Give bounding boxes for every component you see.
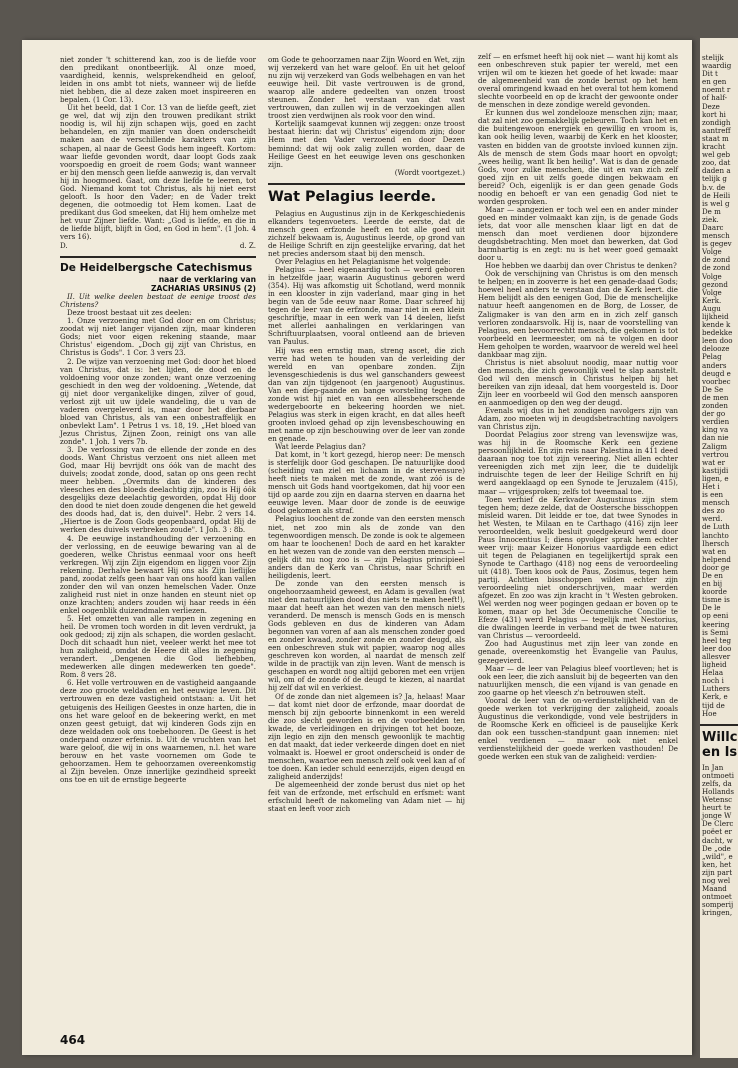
paragraph: Pelagius en Augustinus zijn in de Kerkgeschiedenis elkanders tegenvoeters. Leerde de eerste, dat de mensch geen erfzonde heeft en tot alle goed uit zichzelf bekwaam is, Augustinus leerde, op grond van de Heilige Schrift en zijn geestelijke ervaring, dat het net precies andersom staat bij den mensch. — [268, 208, 465, 258]
strip-line: wat er — [702, 457, 725, 467]
column-middle — [268, 56, 465, 813]
strip-line: Maand — [702, 884, 727, 894]
strip-line: De le — [702, 603, 721, 613]
strip-line: verdien — [702, 417, 730, 427]
paragraph: Dat komt, in 't kort gezegd, hierop neer: De mensch is sterfelijk door God geschapen. De natuurlijke dood (scheiding van ziel en lichaam in de stervensure) heeft niets te maken met de zonde, want zóó is de mensch uit Gods hand voortgekomen, dat hij voor een tijd op aarde zou zijn en daarna sterven en daarna het eeuwige leven. Maar door de zonde is de eeuwige dood gekomen als straf. — [268, 450, 465, 516]
strip-line: kastijdi — [702, 465, 729, 475]
strip-line: b.v. de — [702, 182, 726, 192]
strip-line: Kerk, e — [702, 692, 728, 702]
paragraph: Deze troost bestaat uit zes deelen: — [67, 308, 192, 318]
paragraph: Kortelijk saamgevat kunnen wij zeggen: onze troost bestaat hierin: dat wij Christus' eigendom zijn; door Hem met den Vader verzoend en door Dezen beminnd: dat wij ook zalig zullen worden, daar de Heilige Geest en het eeuwige leven ons geschonken zijn. — [268, 119, 465, 169]
paragraph: Doordat Pelagius zoor streng van levenswijze was, was hij in de Roomsche Kerk een geziene persoonlijkheid. En zijn reis naar Palestina in 411 deed daaraan nog toe tot zijn vereering. Niet allen echter vereenigden zich met zijn leer, die te duidelijk indruischte tegen de leer der Heilige Schrift en hij werd aangeklaagd op een Synode te Jeruzalem (415), maar — vrijgesproken; zelfs tot tweemaal toe. — [478, 430, 678, 496]
strip-line: wel geb — [702, 150, 731, 160]
strip-line: is wel g — [702, 198, 730, 208]
signature-line — [60, 242, 256, 250]
strip-line: dan nie — [702, 433, 729, 443]
strip-line: de zond — [702, 255, 731, 265]
strip-line: De Se — [702, 384, 724, 394]
strip-line: en bij — [702, 579, 723, 589]
strip-divider — [700, 724, 738, 726]
paragraph: 3. De verlossing van de ellende der zonde en des doods. Want Christus verzoent ons niet alleen met God, maar Hij bevrijdt ons óók van de macht des duivels; zoodat zonde, dood, satan op ons geen recht meer hebben. „Overmits dan de kinderen des vleesches en des bloeds deelachtig zijn, zoo is Hij óók desgelijks deze deelachtig geworden, opdat Hij door den dood te niet doen zoude dengenen die het geweld des doods had, dat is, den duivel". Hebr. 2 vers 14. „Hiertoe is de Zoon Gods geopenbaard, opdat Hij de werken des duivels verbreken zoude". 1 Joh. 3 : 8b. — [60, 445, 256, 535]
strip-line: en gen — [702, 77, 727, 87]
paragraph: Toen verhief de Kerkvader Augustinus zijn stem tegen hem; deze zelde, dat de Oostersche bisschoppen misleid waren. Dit leidde er toe, dat twee Synodes in het Westen, te Milaan en te Carthago (416) zijn leer veroordeelden, welk besluit goedgekeurd werd door Paus Innocentius I; diens opvolger sprak hem echter weer vrij: maar Keizer Honorius vaardigde een edict uit tegen de Pelagianen en tegelijkertijd sprak een Synode te Carthago (418) nog eens de veroordeeling uit (418). Toen koos ook de Paus, Zosimus, tegen hem partij. Achttien bisschoppen wilden echter zijn veroordeeling niet onderschrijven, maar werden afgezet. En zoo was zijn kracht in 't Westen gebroken. Wel werden nog weer pogingen gedaan er boven op te komen, maar op het 3de Oecumenische Concilie te Efeze (431) werd Pelagius — tegelijk met Nestorius, die dwalingen leerde in verband met de twee naturen van Christus — veroordeeld. — [478, 494, 678, 641]
strip-line: op eeni — [702, 611, 729, 621]
strip-line: werd. — [702, 514, 723, 524]
paragraph: 2. De wijze van verzoening met God: door het bloed van Christus, dat is: het lijden, de dood en de voldoening voor onze zonden; want onze verzoening geschiedt in den weg der voldoening. „Wetende, dat gij niet door vergankelijke dingen, zilver of goud, verlost zijt uit uw ijdele wandeling, die u van de vaderen overgeleverd is, maar door het dierbaar bloed van Christus, als van een onbestraffelijk en onbevlekt Lam". 1 Petrus 1 vs. 18, 19. „Het bloed van Jezus Christus, Zijnen Zoon, reinigt ons van alle zonde". 1 Joh. 1 vers 7b. — [60, 356, 256, 446]
strip-line: Hoe — [702, 708, 717, 718]
article-heading-catechismus: De Heidelbergsche Catechismus — [60, 262, 253, 275]
strip-line: De m — [702, 206, 721, 216]
strip-line: gezond — [702, 279, 728, 289]
strip-line: nog wel — [702, 876, 731, 885]
strip-line: de zond — [702, 263, 731, 273]
paragraph: De zonde van den eersten mensch is ongehoorzaamheid geweest, en Adam is gevallen (wat niet den natuurlijken dood dus niets te maken heeft!), maar dat heeft aan het wezen van den mensch niets veranderd. De mensch is mensch Gods en is mensch Gods gebleven en dus de kinderen van Adam begonnen van voren af aan als menschen zonder goed en zonder kwaad, zonder zonde en zonder deugd, als een onbeschreven stuk wit papier, waarop nog alles geschreven kon worden, al naardat de mensch zelf wilde in de practijk van zijn leven. Want de mensch is geschapen en wordt nog altijd geboren met een vrijen wil, om of de zonde óf de deugd te kiezen, al naardat hij zelf dat wil en verkiest. — [268, 578, 465, 693]
paragraph: Ook de verschijning van Christus is om den mensch te helpen; en in zooverre is het een genade-daad Gods; hoewel heel anders te verstaan dan de Kerk leert. die Hem belijdt als den eenigen God, Die de menschelijke natuur heeft aangenomen en de Borg, de Losser, de Zaligmaker is van den arm en in zich zelf gansch verloren zondaarsvolk. Hij is, naar de voorstelling van Pelagius, een bevoorrechtt mensch, die gekomen is tot voorbeeld en leermeester, om ná te volgen en door Hem geholpen te worden, waarvoor de wereld wel heel dankbaar mag zijn. — [478, 269, 678, 359]
paragraph: Wat leerde Pelagius dan? — [275, 442, 366, 452]
strip-line: heurt te — [702, 803, 731, 813]
strip-line: zijn part — [702, 867, 733, 877]
strip-line: jonge W — [702, 811, 732, 821]
strip-line: Volge — [702, 287, 722, 297]
article-subheading: naar de verklaring van — [158, 275, 256, 285]
paragraph: om Gode te gehoorzamen naar Zijn Woord en Wet, zijn wij verzekerd van het ware geloof. En uit het geloof nu zijn wij verzekerd van Gods welbehagen en van het eeuwige heil. Dit vaste vertrouwen is de grond, waarop alle andere gedeelten van onzen troost steunen. Zonder het verstaan van dat vast vertrouwen, dan zullen wij in de verzoekingen allen troost zien verdwijnen als rook voor den wind. — [268, 55, 465, 121]
adjacent-page-strip — [700, 38, 738, 1058]
question-line: II. Uit welke deelen bestaat de eenige troost des Christens? — [60, 292, 256, 310]
strip-line: is Semi — [702, 627, 729, 637]
strip-heading-2: en Is — [702, 744, 738, 760]
paragraph: 4. De eeuwige instandhouding der verzoening en der verlossing, en de eeuwige bewaring van al de goederen, welke Christus eenmaal voor ons heeft verkregen. Wij zijn Zijn eigendom en liggen voor Zijn rekening. Derhalve bewaart Hij ons als Zijn lieflijke pand, zoodat zelfs geen haar van ons hoofd kan vallen zonder den wil van onzen hemelschen Vader. Onze zaligheid rust niet in onze handen en steunt niet op onze krachten; anders zouden wij haar reeds in één enkel oogenblik duizendmalen verliezen. — [60, 533, 256, 615]
strip-line: noemt r — [702, 85, 731, 95]
paragraph: Er kunnen dus wel zondelooze menschen zijn; maar, dat zal niet zoo gemakkelijk gebeuren. Toch kan het en die buitengewoon energiek en gewillig en vroom is, kan ook heilig leven, waarbij de Kerk en het klooster, vasten en bidden van de grootste invloed kunnen zijn. Als de mensch de stem Gods maar hoort en opvolgt; „wees heilig, want Ik ben heilig". Wat is dan de genade Gods, voor zulke menschen, die uit en van zich zelf goed zijn en uit zelfs goede dingen bekwaam en bereid? Och, eigenlijk is er dan geen genade Gods noodig en behoeft er van een genadig God niet te worden gesproken. — [478, 108, 678, 206]
strip-line: telijk g — [702, 174, 727, 184]
strip-line: ontmoet — [702, 892, 732, 902]
strip-line: Daarc — [702, 222, 724, 232]
paragraph: Maar — aangezien er toch wel een en ander minder goed en minder volmaakt kan zijn, is de genade Gods iets, dat voor alle menschen klaar ligt en dat de mensch dan moet verdienen door bijzondere deugdsbetrachting. Men moet dan bewerken, dat God barmhartig is en zegt: nu is het weer goed gemaakt door u. — [478, 204, 678, 263]
strip-line: zonden — [702, 401, 728, 411]
strip-line: leen doo — [702, 336, 733, 346]
strip-line: kringen, — [702, 908, 733, 918]
strip-line: mensch — [702, 231, 730, 241]
strip-line: stelijk — [702, 53, 724, 62]
strip-lines-bottom — [700, 760, 738, 918]
strip-line: Wetensc — [702, 795, 733, 805]
strip-line: leer doo — [702, 643, 732, 653]
paragraph: 1. Onze verzoening met God door en om Christus; zoodat wij niet langer vijanden zijn, maar kinderen Gods; niet voor eigen rekening staande, maar Christus' eigendom. „Doch gij zijt van Christus, en Christus is Gods". 1 Cor. 3 vers 23. — [60, 316, 256, 358]
strip-line: aantreff — [702, 125, 731, 135]
strip-line: de Luth — [702, 522, 730, 532]
strip-line: zondigh — [702, 117, 731, 127]
strip-line: ontmoeti — [702, 770, 735, 780]
strip-line: lijkheid — [702, 312, 729, 321]
strip-line: mensch — [702, 498, 730, 508]
strip-line: allesver — [702, 651, 731, 661]
strip-line: kort hi — [702, 109, 726, 119]
paragraph: Uit het beeld, dat 1 Cor. 13 van de liefde geeft, ziet ge wel, dat wij zijn den trouwen predikant strikt noodig is, wil hij zijn schapen wijs, goed en zacht behandelen, en zijn manier van doen onderscheidt maken aan de verschillende karakters van zijn schapen, al naar de Geest Gods hem ingeeft. Kortom: waar liefde gevonden wordt, daar loopt Gods zaak voorspoedig en groeit de roem Gods; want wanneer er bij den mensch geen liefde aanwezig is, dan vervalt hij in hoogmoed. Gaat, om deze liefde te leeren, tot God. Niemand komt tot Christus, als hij niet eerst gelooft. Is hoor den Vader; en de Vader trekt degenen, die ootmoedig tot Hem komen. Laat de predikant dus God smeeken, dat Hij hem omhelze met het vuur Zijner liefde. Want: „God is liefde, en die in de liefde blijft, blijft in God, en God in hem". (1 Joh. 4 vers 16). — [60, 103, 256, 242]
strip-line: Pelag — [702, 352, 722, 362]
paragraph: Christus is niet absoluut noodig, maar nuttig voor den mensch, die zich gewoonlijk veel te slap aanstelt. God wil den mensch in Christus helpen bij het bereiken van zijn ideaal, dat hem voorgesteld is. Door Zijn leer en voorbeeld wil God den mensch aansporen en aanmoedigen op den weg der deugd. — [478, 357, 678, 408]
page-number: 464 — [60, 1033, 86, 1047]
strip-line: De Clerc — [702, 819, 734, 829]
strip-line: Dit t — [702, 69, 718, 79]
paragraph: Evenals wij dus in het zondigen navolgers zijn van Adam, zoo moeten wij in deugdsbetrachting navolgers van Christus zijn. — [478, 406, 678, 432]
column-right — [478, 53, 678, 761]
strip-line: der go — [702, 409, 726, 419]
section-divider — [60, 256, 256, 258]
strip-line: Volge — [702, 247, 722, 257]
paragraph: Maar — de leer van Pelagius bleef voortleven; het is ook een leer, die zich aansluit bij de begeerten van den natuurlijken mensch, die een vijand is van genade en zoo gaarne op het vleesch z'n betrouwen stelt. — [478, 663, 678, 697]
paragraph: Zoo had Augustinus met zijn leer van zonde en genade, overeenkomstig het Evangelie van Paulus, gezegevierd. — [478, 639, 678, 665]
strip-line: door ge — [702, 562, 730, 572]
strip-line: De en — [702, 571, 723, 580]
paragraph: 6. Het volle vertrouwen en de vastigheid aangaande deze zoo groote weldaden en het eeuwige leven. Dit vertrouwen en deze vastigheid ontstaan: a. Uit het getuigenis des Heiligen Geestes in onze harten, die in ons het ware geloof en de bekeering werkt, en met onzen geest getuigt, dat wij kinderen Gods zijn en deze weldaden ook ons toebehooren. De Geest is het onderpand onzer erfenis. b. Uit de vruchten van het ware geloof, die wij in ons waarnemen, n.l. het ware berouw en het vaste voornemen om Gode te gehoorzamen. Hem te gehoorzamen overeenkomstig al Zijn bevelen. Onze innerlijke gezindheid spreekt ons toe en uit de ernstige begeerte — [60, 678, 256, 784]
strip-line: Augu — [702, 303, 721, 313]
strip-line: kracht — [702, 142, 726, 152]
paragraph: Hij was een ernstig man, streng ascet, die zich verre had weten te houden van de verleiding der wereld en van openbare zonden. Zijn levensgeschiedenis is dus wel ganschanders geweest dan van zijn tijdgenoot (en jaargenoot) Augustinus. Van een diep-gaande en bange worsteling tegen de zonde wist hij niet en van een allesbeheerschende wedergeboorte en bekeering hoorden we niet. Pelagius was sterk in eigen kracht, en dat alles heeft grooten invloed gehad op zijn levensbeschouwing en met name op zijn beschouwing over de leer van zonde en genade. — [268, 345, 465, 444]
strip-line: tisme is — [702, 595, 730, 605]
strip-line: wat en — [702, 546, 727, 556]
strip-line: de men — [702, 392, 729, 402]
section-divider — [268, 183, 465, 185]
strip-line: tijd de — [702, 700, 725, 710]
strip-line: De „ode — [702, 843, 731, 853]
strip-line: is gegev — [702, 239, 732, 249]
strip-line: dacht, w — [702, 835, 733, 845]
strip-line: bedekke — [702, 328, 733, 338]
strip-line: helpend — [702, 554, 731, 564]
strip-line: delooze — [702, 344, 730, 354]
strip-line: des zo — [702, 506, 725, 516]
paragraph: Of de zonde dan niet algemeen is? Ja, helaas! Maar — dat komt niet door de erfzonde, maar doordat de mensch bij zijn geboorte binnenkomt in een wereld die zoo slecht geworden is en de voorbeelden ten kwade, de verleidingen en drijvingen tot het booze, zijn legio en zijn den mensch gewoonlijk te machtig en dat maakt, dat ieder verkeerde dingen doet en niet volmaakt is. Hoewel er groot onderscheid is onder de menschen, waartoe een mensch zelf ook veel kan af of toe doen. Kan ieder schuld eenerzijds, eigen deugd en zaligheid anderzijds! — [268, 691, 465, 781]
strip-line: vertrou — [702, 449, 729, 459]
paragraph: Over Pelagius en het Pelagianisme het volgende: — [275, 256, 451, 266]
strip-line: poëet er — [702, 827, 732, 837]
strip-line: Kerk. — [702, 295, 722, 305]
strip-heading: Willc — [702, 729, 738, 745]
strip-line: zoo, dat — [702, 158, 731, 168]
continued-note: (Wordt voortgezet.) — [394, 167, 465, 177]
strip-line: of half- — [702, 93, 727, 103]
strip-line: kende k — [702, 320, 731, 330]
strip-line: Het i — [702, 481, 720, 491]
strip-line: voorbec — [702, 376, 731, 386]
strip-line: „wild", e — [702, 851, 733, 861]
paragraph: De algemeenheid der zonde berust dus niet op het feit van de erfzonde, met erfschuld en erfsmet: want erfschuld heeft de nakomeling van Adam niet — hij staat en leeft voor zich — [268, 780, 465, 814]
article-subheading-author: ZACHARIAS URSINUS (2) — [150, 284, 256, 294]
strip-line: keering — [702, 619, 730, 629]
strip-line: heel teg — [702, 635, 732, 645]
signature-initial: D. — [60, 241, 68, 251]
strip-line: waardig — [702, 61, 732, 71]
strip-line: Deze — [702, 101, 720, 111]
strip-line: Volge — [702, 271, 722, 281]
article-heading-pelagius: Wat Pelagius leerde. — [268, 188, 437, 205]
strip-lines-top — [700, 38, 738, 718]
signature-author: d. Z. — [239, 241, 256, 251]
strip-line: anders — [702, 360, 727, 370]
strip-line: staat m — [702, 133, 729, 143]
strip-line: ligheid — [702, 660, 727, 670]
strip-line: lanchto — [702, 530, 729, 540]
strip-line: Helaa — [702, 668, 724, 678]
strip-line: noch i — [702, 676, 724, 686]
strip-line: is een — [702, 490, 724, 500]
strip-line: Hollands — [702, 786, 734, 796]
paragraph: niet zonder 't schitterend kan, zoo is de liefde voor den predikant onontbeerlijk. Al onze moed, vaardigheid, kennis, welsprekendheid en geloof, leiden in ons ambt tot niets, wanneer wij de liefde niet hebben, die al deze zaken moet inspireeren en bepalen. (1 Cor. 13). — [60, 55, 256, 105]
strip-line: deugd e — [702, 368, 731, 378]
strip-line: Ihersch — [702, 538, 730, 548]
strip-line: somperij — [702, 900, 734, 910]
paragraph: Hoe hebben we daarbij dan over Christus te denken? — [485, 261, 677, 271]
strip-line: In Jan — [702, 762, 724, 772]
column-left — [60, 56, 256, 784]
strip-line: Luthers — [702, 684, 730, 694]
paragraph: zelf — en erfsmet heeft hij ook niet — want hij komt als een onbeschreven stuk papier ter wereld, met een vrijen wil om te kiezen het goede of het kwade: maar de algemeenheid van de zonde berust op het hem overal omringend kwaad en het overal tot hem komend slechte voorbeeld en op de kracht der gewoonte onder de menschen in deze zondige wereld gevonden. — [478, 52, 678, 110]
strip-line: ken, het — [702, 859, 732, 869]
paragraph: 5. Het omzetten van alle rampen in zegening en heil. De vromen toch worden in dit leven verdrukt, ja ook gedood; zij zijn als schapen, die worden geslacht. Doch dit schaadt hun niet, veeleer werkt het mee tot hun zaligheid, omdat de Heere dit alles in zegening verandert. „Dengenen die God liefhebben, medewerken alle dingen medewerken ten goede". Rom. 8 vers 28. — [60, 614, 256, 680]
paragraph: Pelagius loochent de zonde van den eersten mensch niet, net zoo min als de zonde van den tegenwoordigen mensch. De zonde is ook te algemeen om haar te loochenen! Doch de aard en het karakter en het wezen van de zonde van den eersten mensch — gelijk dit nu nog zoo is — zijn Pelagius principieel anders dan de Kerk van Christus, naar Schrift en heiligdenis, leert. — [268, 514, 465, 580]
paragraph: Vooral de leer van de on-verdienstelijkheid van de goede werken tot verkrijging der zaligheid, zooals Augustinus die verkondigde, vond vele bestrijders in de Roomsche Kerk en officieel is de pauselijke Kerk dan ook een tusschen-standpunt gaan innemen: niet enkel verdienen — maar ook niet enkel verdienstelijkheid der goede werken vasthouden! De goede werken een stuk van de zaligheid: verdien- — [478, 695, 678, 762]
strip-line: ziek. — [702, 214, 719, 224]
strip-line: daden a — [702, 166, 731, 176]
strip-line: koorde — [702, 587, 727, 597]
strip-line: Zaligm — [702, 441, 727, 451]
strip-line: de Heili — [702, 190, 731, 200]
strip-line: king va — [702, 425, 729, 435]
strip-line: zelfs, da — [702, 778, 732, 788]
paragraph: Pelagius — heel eigenaardig toch — werd geboren in hetzelfde jaar, waarin Augustinus geboren werd (354). Hij was afkomstig uit Schotland, werd monnik in een klooster in zijn vaderland, maar ging in het begin van de 5de eeuw naar Rome. Daar schreef hij tegen de leer van de erfzonde, maar niet in een klein geschriftje, maar in een werk van 14 deelen, liefst met allerlei aanhalingen en verklaringen van Schriftuurplaatsen, vooral ontleend aan de brieven van Paulus. — [268, 265, 465, 347]
strip-line: ligen, e — [702, 473, 729, 483]
